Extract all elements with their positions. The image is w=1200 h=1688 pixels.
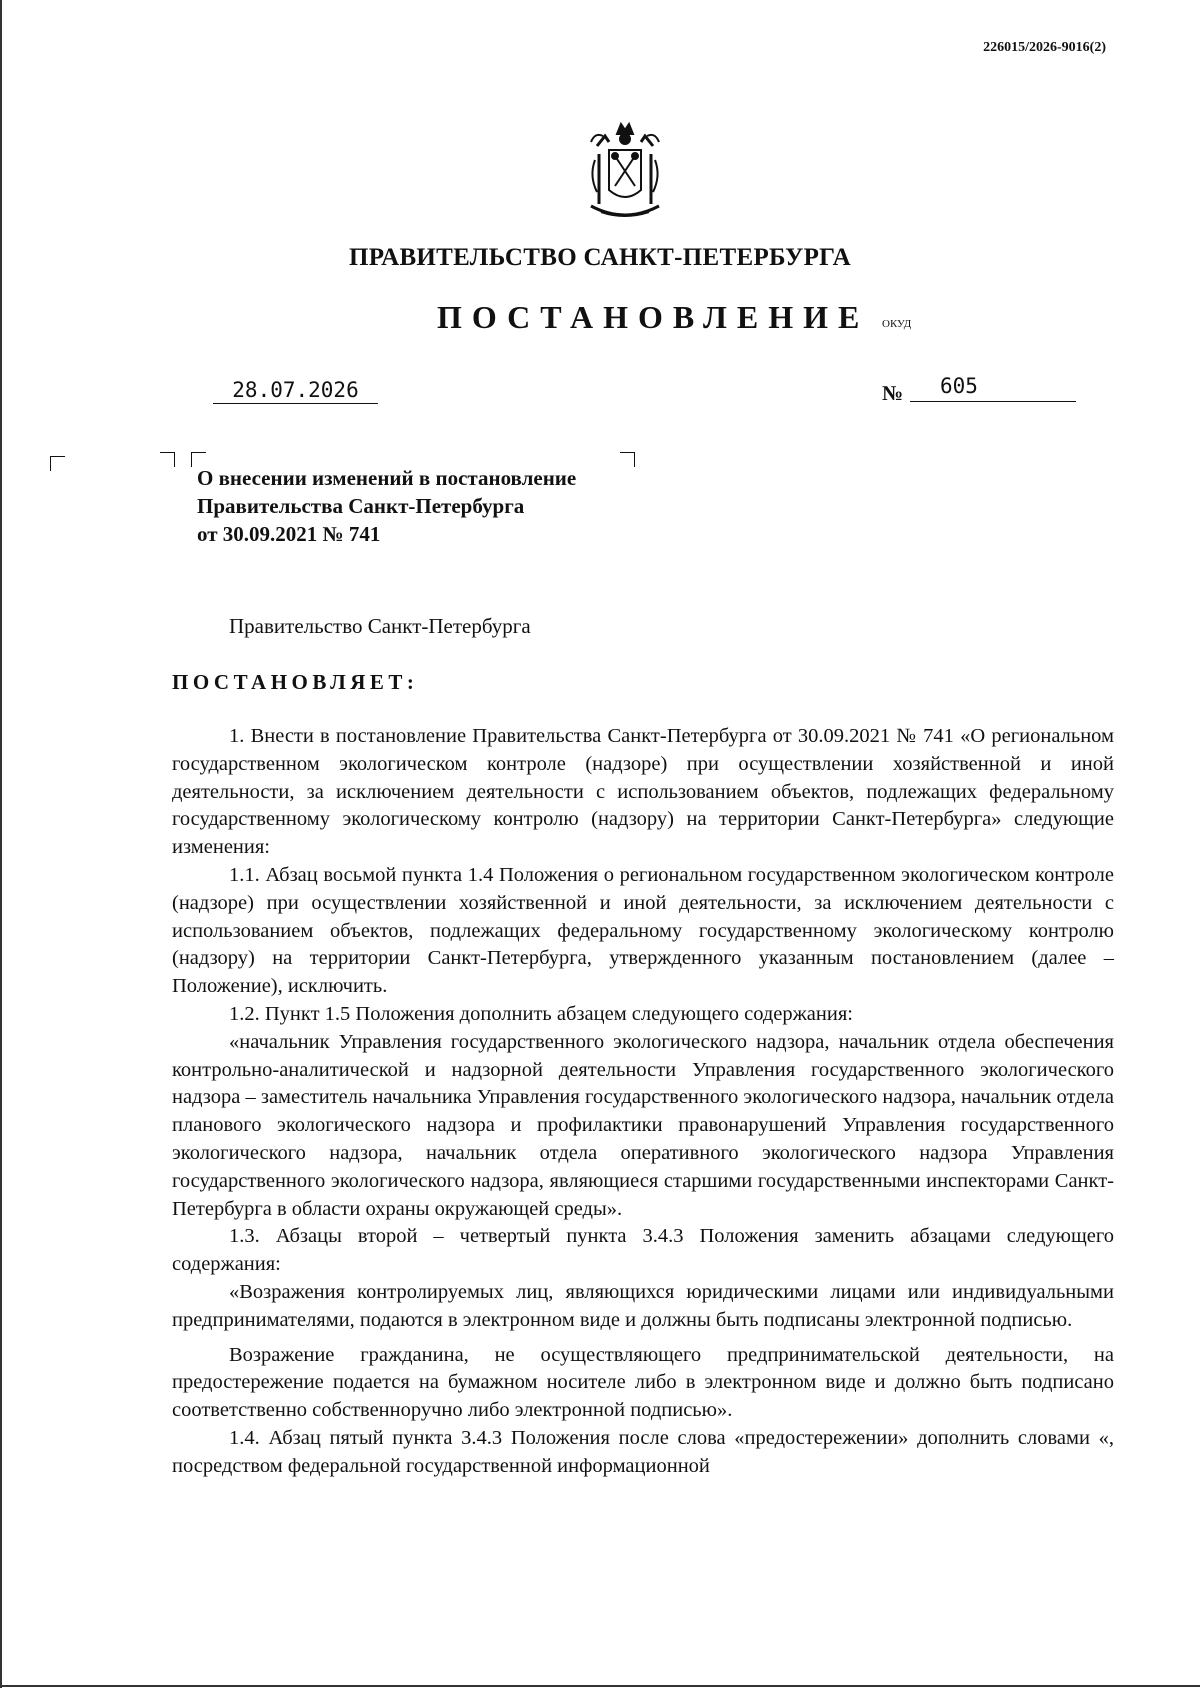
document-number: 605 — [910, 374, 1076, 402]
subject-line: Правительства Санкт-Петербурга — [197, 494, 525, 518]
subject-line: О внесении изменений в постановление — [197, 466, 577, 490]
paragraph: «начальник Управления государственного экологического надзора, начальник отдела обеспечения контрольно-аналитической и надзорной деятельности Управления государственного экологического надзора – заместитель начальника Управления государственного экологического надзора, начальник отдела планового экологического надзора и профилактики правонарушений Управления государственного экологического надзора, начальник отдела оперативного экологического надзора Управления государственного экологического надзора, являющиеся старшими государственными инспекторами Санкт-Петербурга в области охраны окружающей среды». — [172, 1030, 1114, 1220]
document-subject — [197, 464, 576, 548]
registration-number: 226015/2026-9016(2) — [983, 40, 1106, 55]
document-date: 28.07.2026 — [213, 378, 378, 404]
scan-bottom-edge — [0, 1685, 1200, 1687]
number-sign: № — [882, 381, 904, 405]
corner-mark-left — [50, 456, 65, 471]
paragraph: 1.4. Абзац пятый пункта 3.4.3 Положения после слова «предостережении» дополнить словами «, посредством федеральной государственной информационной — [172, 1426, 1114, 1477]
resolves-heading: ПОСТАНОВЛЯЕТ: — [172, 670, 419, 694]
corner-mark-subject-right — [620, 452, 635, 467]
paragraph: «Возражения контролируемых лиц, являющихся юридическими лицами или индивидуальными предпринимателями, подаются в электронном виде и должны быть подписаны электронной подписью. — [172, 1280, 1114, 1331]
subject-line: от 30.09.2021 № 741 — [197, 522, 381, 546]
issuing-body: Правительство Санкт-Петербурга — [229, 614, 531, 638]
document-body — [172, 723, 1114, 1481]
okud-label: ОКУД — [882, 318, 912, 330]
corner-mark-subject-left-a — [160, 452, 175, 467]
government-title: ПРАВИТЕЛЬСТВО САНКТ-ПЕТЕРБУРГА — [348, 244, 852, 271]
document-type-heading: ПОСТАНОВЛЕНИЕ — [437, 299, 870, 335]
coat-of-arms-icon — [577, 120, 673, 228]
paragraph: 1.1. Абзац восьмой пункта 1.4 Положения о региональном государственном экологическом контроле (надзоре) при осуществлении хозяйственной и иной деятельности, за исключением деятельности с использованием объектов, подлежащих федеральному государственному экологическому контролю (надзору) на территории Санкт-Петербурга, утвержденного указанным постановлением (далее – Положение), исключить. — [172, 863, 1114, 998]
paragraph: Возражение гражданина, не осуществляющего предпринимательской деятельности, на предостережение подается на бумажном носителе либо в электронном виде и должно быть подписано соответственно собственноручно либо электронной подписью». — [172, 1343, 1114, 1422]
paragraph: 1. Внести в постановление Правительства Санкт-Петербурга от 30.09.2021 № 741 «О региональном государственном экологическом контроле (надзоре) при осуществлении хозяйственной и иной деятельности, за исключением деятельности с использованием объектов, подлежащих федеральному государственному экологическому контролю (надзору) на территории Санкт-Петербурга» следующие изменения: — [172, 725, 1114, 859]
paragraph: 1.2. Пункт 1.5 Положения дополнить абзацем следующего содержания: — [229, 1002, 853, 1025]
paragraph: 1.3. Абзацы второй – четвертый пункта 3.4.3 Положения заменить абзацами следующего содержания: — [172, 1225, 1114, 1276]
